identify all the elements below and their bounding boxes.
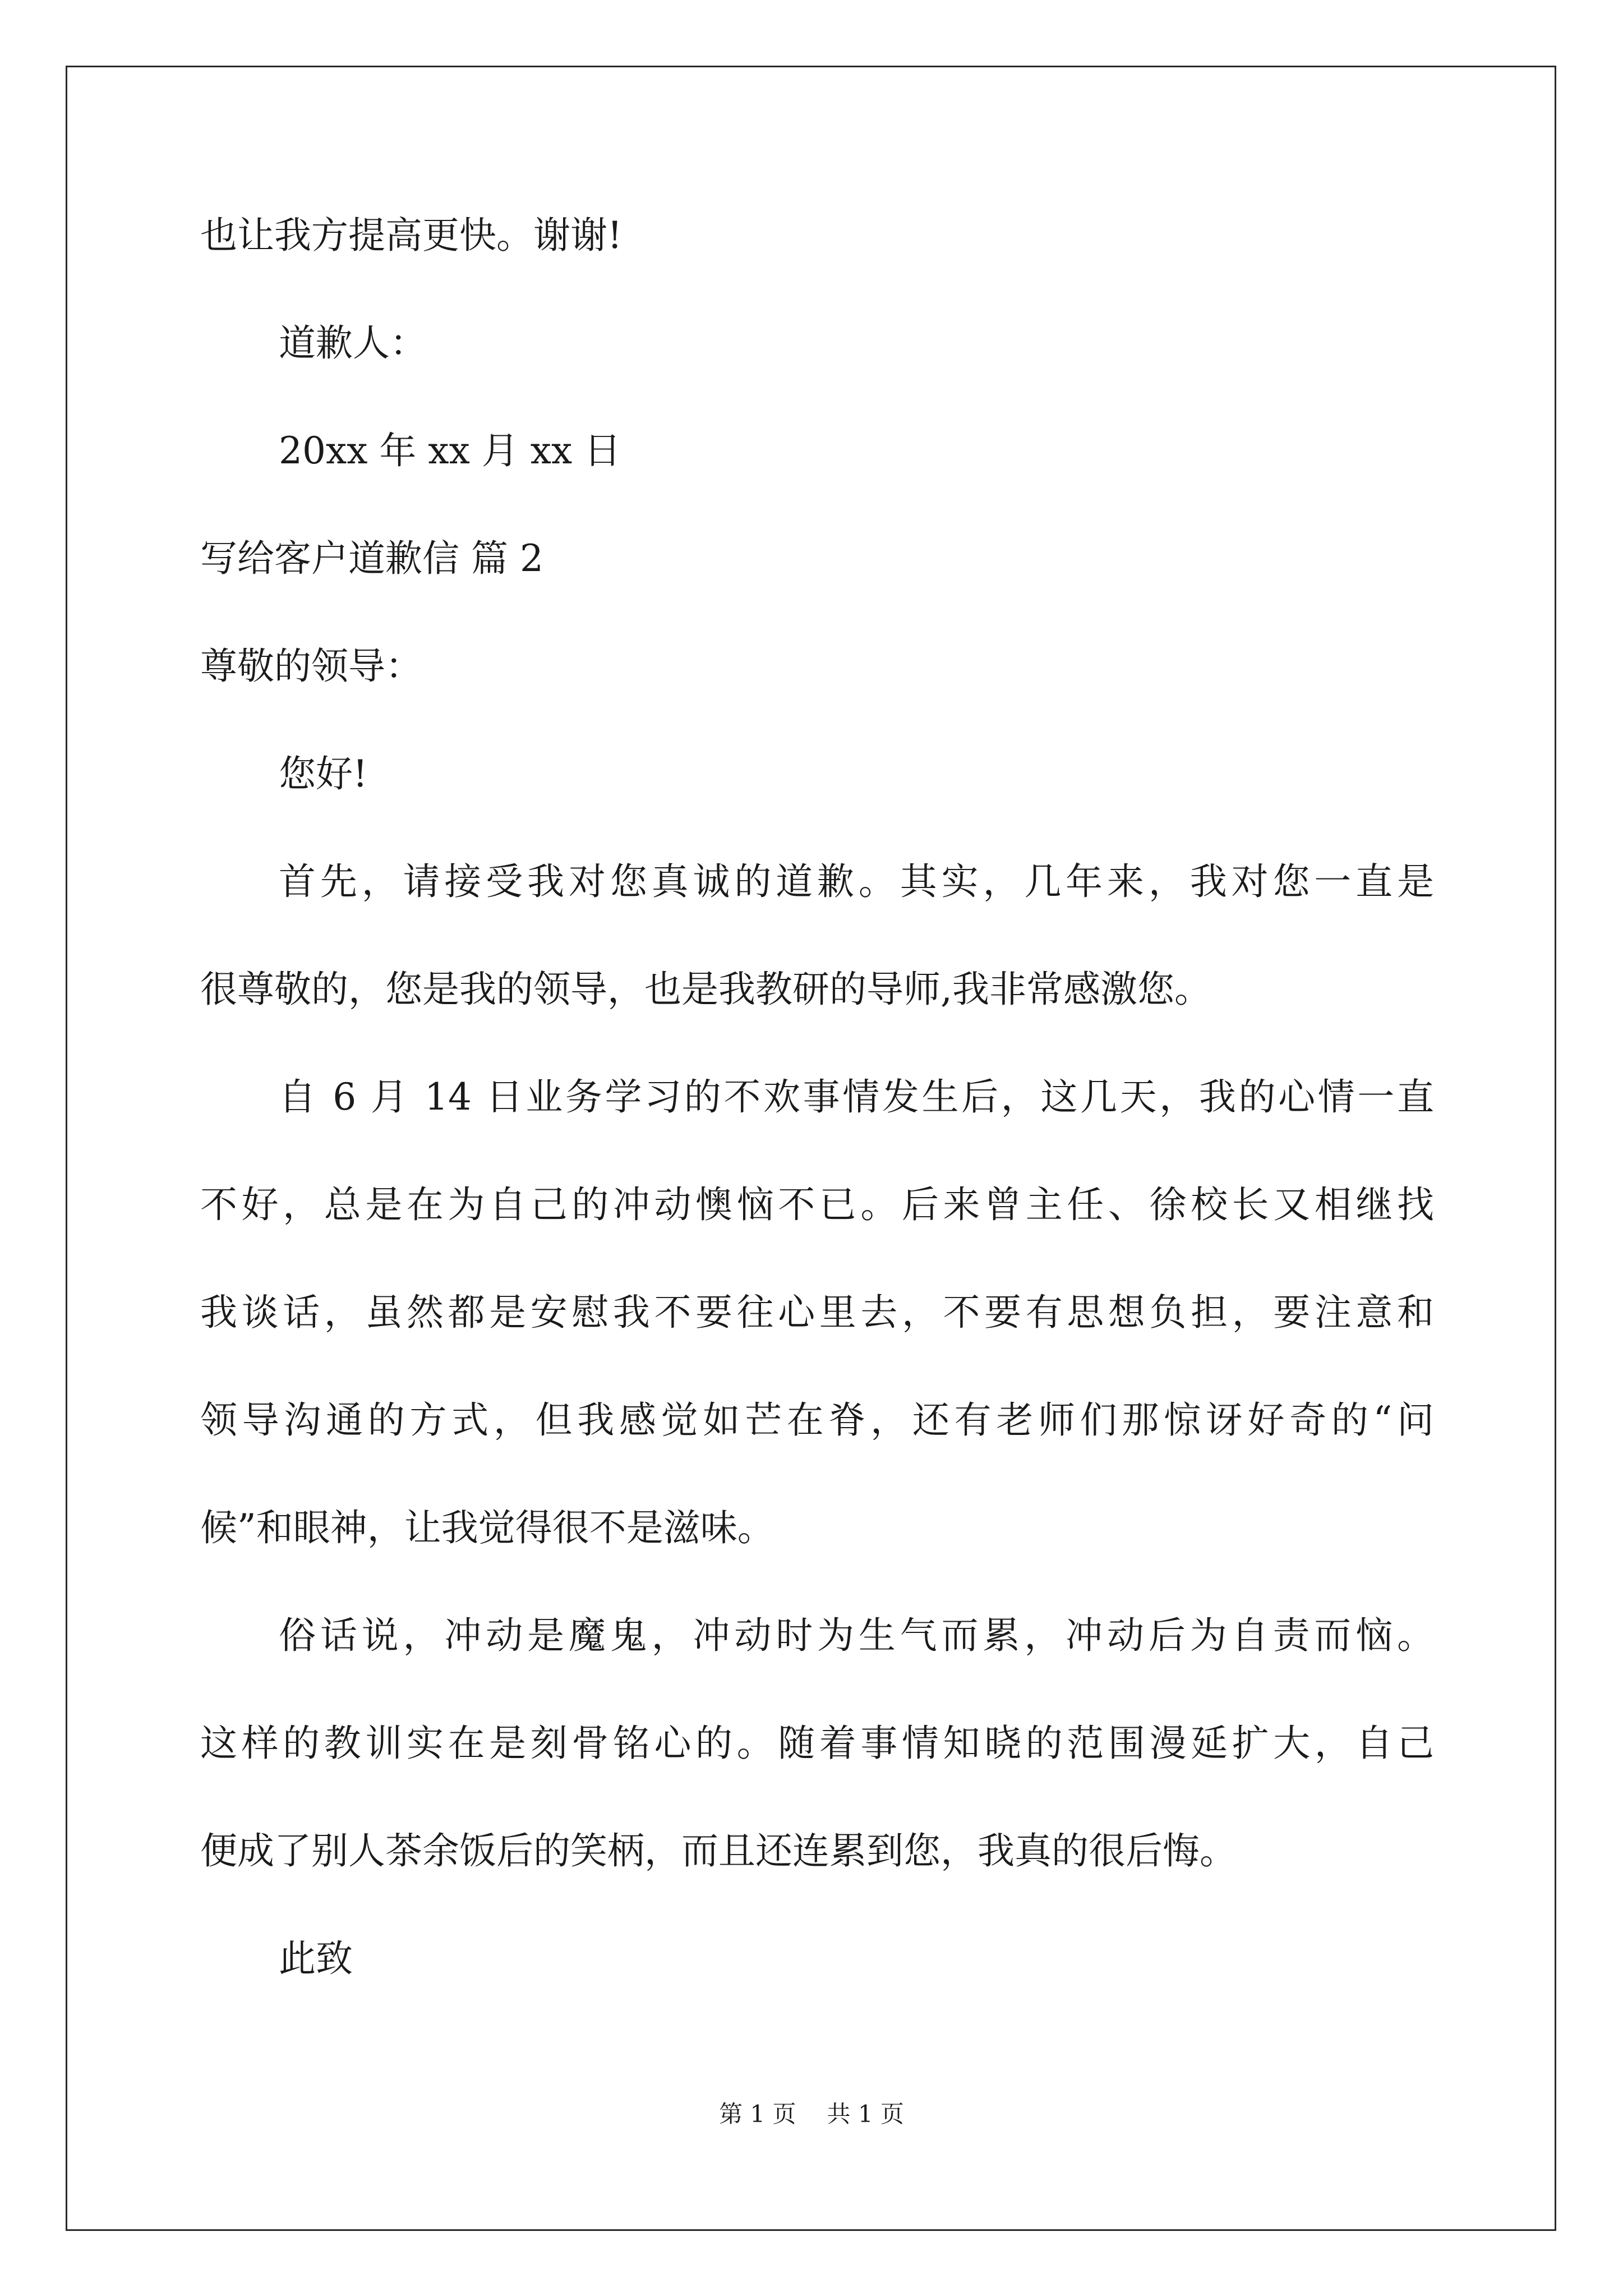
page-total: 共 1 页: [827, 2100, 904, 2128]
letter-body: [200, 216, 1434, 2047]
closing-thanks-line: 也让我方提高更快。谢谢!: [200, 214, 623, 257]
paragraph-line: 自 6 月 14 日业务学习的不欢事情发生后，这几天，我的心情一直: [279, 1075, 1434, 1119]
paragraph-line: 领导沟通的方式，但我感觉如芒在脊，还有老师们那惊讶好奇的“问: [200, 1398, 1434, 1442]
greeting: 您好!: [279, 752, 368, 795]
paragraph-line: 我谈话，虽然都是安慰我不要往心里去，不要有思想负担，要注意和: [200, 1291, 1434, 1334]
paragraph-line: 候”和眼神，让我觉得很不是滋味。: [200, 1506, 774, 1549]
apologizer-label: 道歉人：: [279, 321, 427, 365]
salutation: 尊敬的领导：: [200, 645, 422, 688]
paragraph-line: 很尊敬的，您是我的领导，也是我教研的导师,我非常感激您。: [200, 968, 1211, 1011]
paragraph-line: 俗话说，冲动是魔鬼，冲动时为生气而累，冲动后为自责而恼。: [279, 1614, 1434, 1657]
paragraph-line: 不好，总是在为自己的冲动懊恼不已。后来曾主任、徐校长又相继找: [200, 1183, 1434, 1226]
paragraph-line: 这样的教训实在是刻骨铭心的。随着事情知晓的范围漫延扩大，自己: [200, 1722, 1434, 1765]
section-heading: 写给客户道歉信 篇 2: [200, 537, 543, 580]
closing-phrase: 此致: [279, 1937, 353, 1980]
page-number: 第 1 页: [719, 2100, 796, 2128]
paragraph-line: 便成了别人茶余饭后的笑柄，而且还连累到您，我真的很后悔。: [200, 1829, 1237, 1872]
date-line: 20xx 年 xx 月 xx 日: [279, 429, 621, 472]
page-footer: [0, 2101, 1623, 2128]
paragraph-line: 首先，请接受我对您真诚的道歉。其实，几年来，我对您一直是: [279, 860, 1434, 903]
